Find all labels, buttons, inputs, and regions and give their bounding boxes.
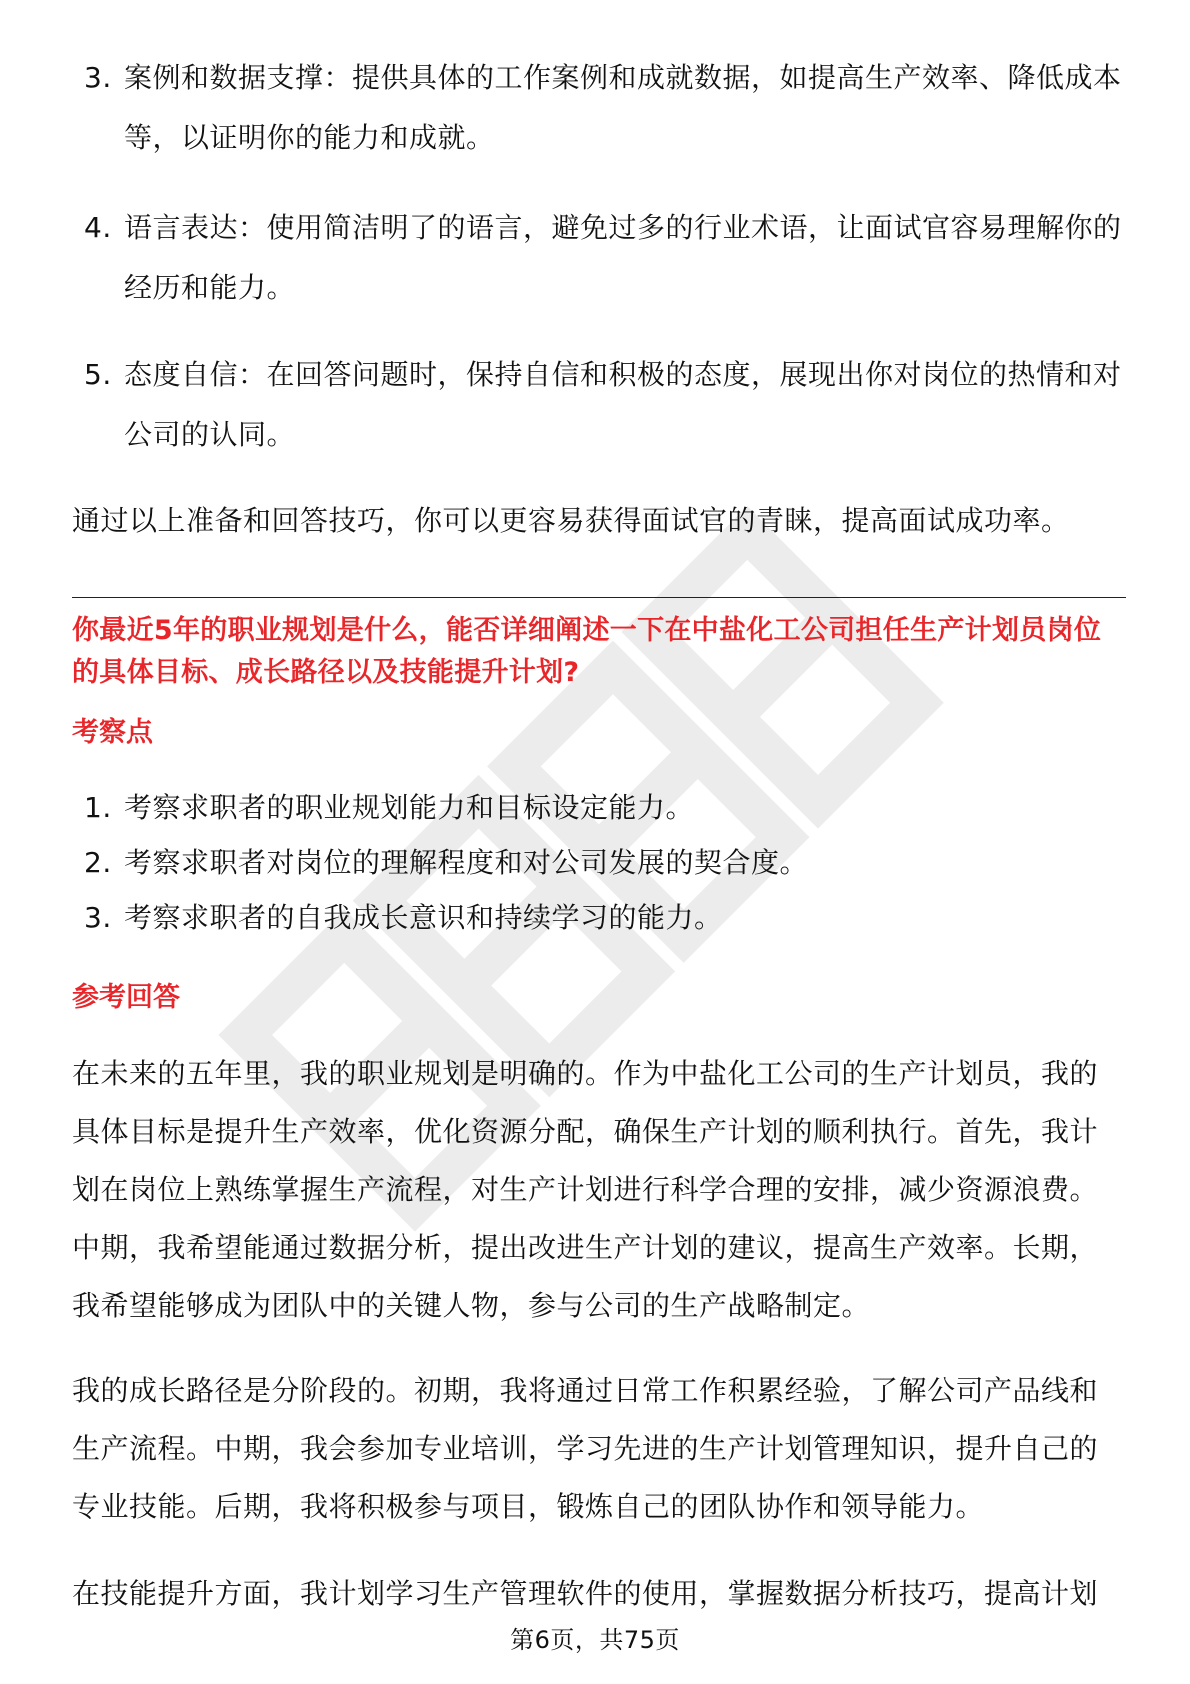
list-item-text: 考察求职者的职业规划能力和目标设定能力。 bbox=[124, 791, 695, 824]
list-item-text: 案例和数据支撑：提供具体的工作案例和成就数据，如提高生产效率、降低成本等，以证明你的能力和成就。 bbox=[124, 61, 1122, 154]
focus-heading: 考察点 bbox=[72, 717, 153, 748]
list-item bbox=[72, 198, 1126, 318]
list-item-text: 考察求职者的自我成长意识和持续学习的能力。 bbox=[124, 901, 723, 934]
section-divider bbox=[72, 597, 1126, 598]
focus-point bbox=[72, 782, 1126, 834]
question-heading: 你最近5年的职业规划是什么，能否详细阐述一下在中盐化工公司担任生产计划员岗位的具体目标、成长路径以及技能提升计划? bbox=[72, 615, 1102, 688]
list-item-number: 4. bbox=[84, 211, 112, 244]
list-item-text: 态度自信：在回答问题时，保持自信和积极的态度，展现出你对岗位的热情和对公司的认同。 bbox=[124, 358, 1122, 451]
answer-paragraph: 在未来的五年里，我的职业规划是明确的。作为中盐化工公司的生产计划员，我的具体目标是提升生产效率，优化资源分配，确保生产计划的顺利执行。首先，我计划在岗位上熟练掌握生产流程，对生产计划进行科学合理的安排，减少资源浪费。中期，我希望能通过数据分析，提出改进生产计划的建议，提高生产效率。长期，我希望能够成为团队中的关键人物，参与公司的生产战略制定。 bbox=[72, 1057, 1099, 1322]
page-number-footer: 第6页，共75页 bbox=[510, 1626, 680, 1654]
list-item-number: 3. bbox=[84, 901, 112, 934]
answer-heading: 参考回答 bbox=[72, 982, 180, 1013]
list-item-number: 3. bbox=[84, 61, 112, 94]
list-item-number: 2. bbox=[84, 846, 112, 879]
focus-point bbox=[72, 892, 1126, 944]
summary-paragraph: 通过以上准备和回答技巧，你可以更容易获得面试官的青睐，提高面试成功率。 bbox=[72, 504, 1070, 537]
list-item bbox=[72, 345, 1126, 465]
document-page bbox=[72, 0, 1126, 1684]
answer-paragraph: 在技能提升方面，我计划学习生产管理软件的使用，掌握数据分析技巧，提高计划 bbox=[72, 1577, 1099, 1610]
list-item-number: 5. bbox=[84, 358, 112, 391]
list-item-number: 1. bbox=[84, 791, 112, 824]
list-item-text: 语言表达：使用简洁明了的语言，避免过多的行业术语，让面试官容易理解你的经历和能力。 bbox=[124, 211, 1122, 304]
list-item-text: 考察求职者对岗位的理解程度和对公司发展的契合度。 bbox=[124, 846, 809, 879]
list-item bbox=[72, 48, 1126, 168]
focus-point bbox=[72, 837, 1126, 889]
answer-paragraph: 我的成长路径是分阶段的。初期，我将通过日常工作积累经验，了解公司产品线和生产流程。中期，我会参加专业培训，学习先进的生产计划管理知识，提升自己的专业技能。后期，我将积极参与项目，锻炼自己的团队协作和领导能力。 bbox=[72, 1374, 1099, 1523]
